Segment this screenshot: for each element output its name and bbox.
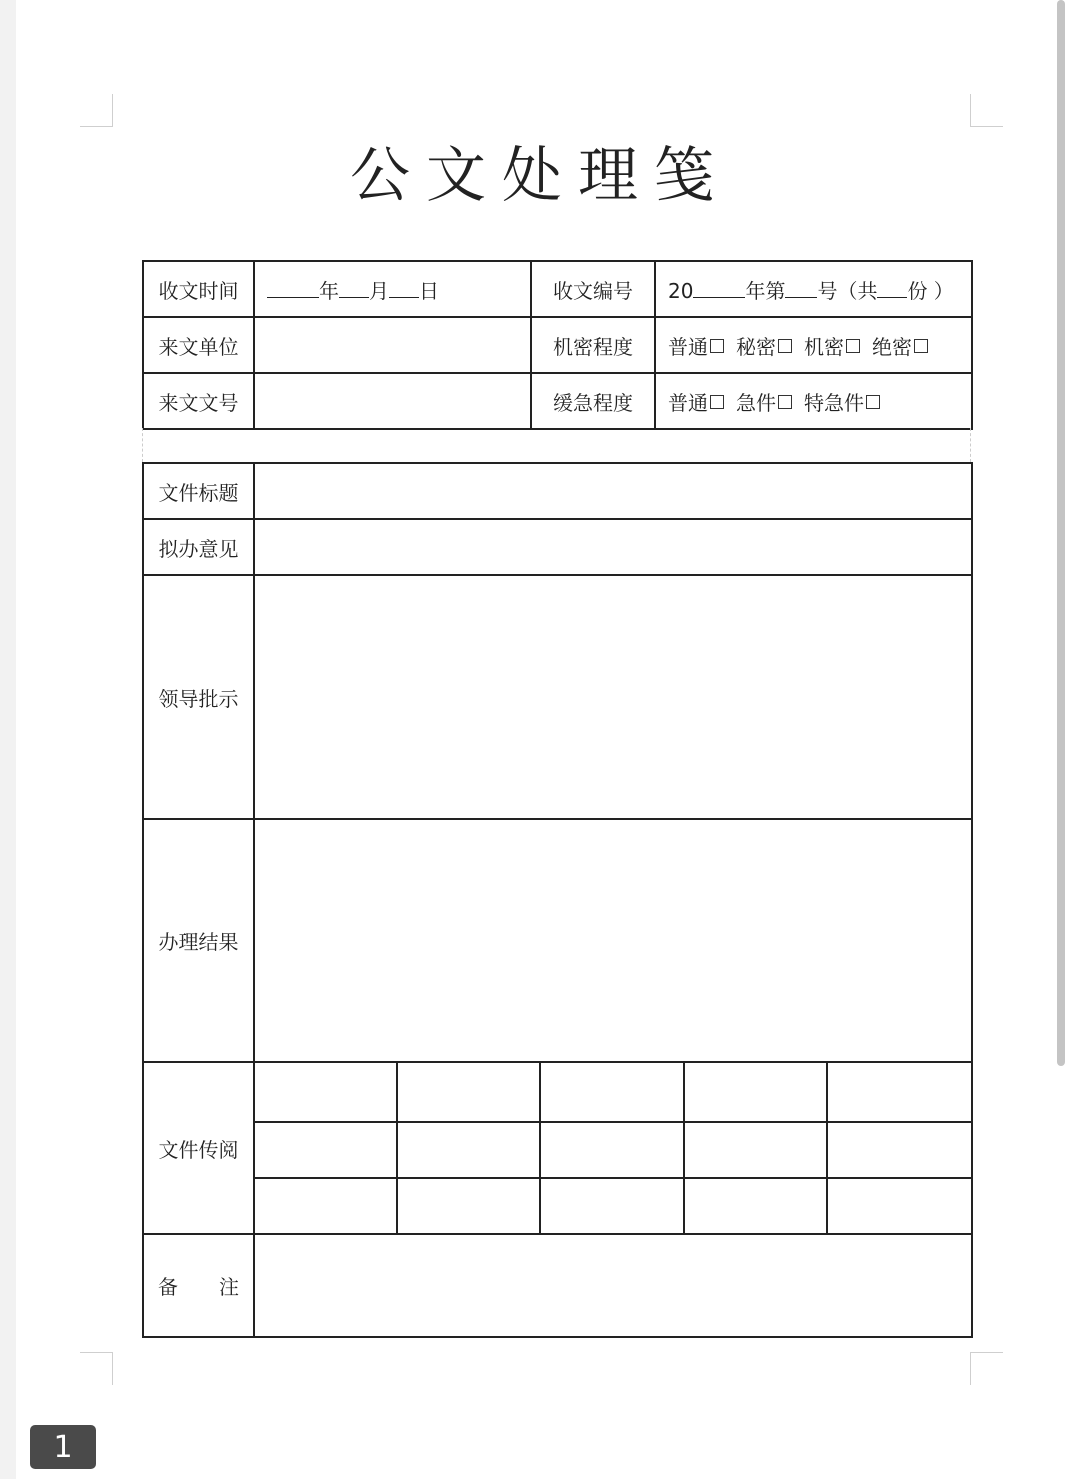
option-label: 秘密 bbox=[736, 334, 776, 359]
option-label: 急件 bbox=[736, 390, 776, 415]
month-text: 月 bbox=[369, 278, 389, 303]
leader-instruction-field[interactable] bbox=[254, 575, 972, 819]
option-label: 机密 bbox=[804, 334, 844, 359]
receive-number-label: 收文编号 bbox=[531, 261, 655, 317]
result-field[interactable] bbox=[254, 819, 972, 1062]
year-blank[interactable] bbox=[267, 277, 319, 298]
month-blank[interactable] bbox=[339, 277, 369, 298]
checkbox-top-secret[interactable] bbox=[914, 339, 928, 353]
margin-corner-bottom-right bbox=[970, 1352, 1003, 1385]
processing-table bbox=[142, 462, 973, 1338]
number-year-text: 年第 bbox=[745, 278, 786, 303]
sender-doc-number-field[interactable] bbox=[254, 373, 531, 429]
table-row bbox=[143, 819, 972, 1062]
checkbox-normal[interactable] bbox=[710, 395, 724, 409]
checkbox-urgent[interactable] bbox=[778, 395, 792, 409]
table-row bbox=[143, 519, 972, 575]
circulation-cell[interactable] bbox=[397, 1178, 540, 1234]
checkbox-very-urgent[interactable] bbox=[866, 395, 880, 409]
remark-char-1: 备 bbox=[158, 1275, 178, 1299]
leader-instruction-label: 领导批示 bbox=[143, 575, 254, 819]
circulation-cell[interactable] bbox=[397, 1062, 540, 1122]
table-row bbox=[143, 575, 972, 819]
option-label: 特急件 bbox=[804, 390, 864, 415]
circulation-cell[interactable] bbox=[397, 1122, 540, 1178]
option-label: 普通 bbox=[668, 390, 708, 415]
circulation-cell[interactable] bbox=[684, 1178, 827, 1234]
circulation-cell[interactable] bbox=[827, 1178, 972, 1234]
remark-label bbox=[143, 1234, 254, 1337]
secrecy-level-label: 机密程度 bbox=[531, 317, 655, 373]
table-gap bbox=[142, 428, 971, 462]
proposal-label: 拟办意见 bbox=[143, 519, 254, 575]
margin-corner-bottom-left bbox=[80, 1352, 113, 1385]
day-text: 日 bbox=[419, 278, 439, 303]
year-text: 年 bbox=[319, 278, 339, 303]
table-row bbox=[143, 373, 972, 429]
circulation-cell[interactable] bbox=[827, 1122, 972, 1178]
remark-field[interactable] bbox=[254, 1234, 972, 1337]
sender-unit-label: 来文单位 bbox=[143, 317, 254, 373]
circulation-cell[interactable] bbox=[827, 1062, 972, 1122]
remark-char-2: 注 bbox=[219, 1275, 239, 1299]
circulation-cell[interactable] bbox=[540, 1122, 684, 1178]
copies-blank[interactable] bbox=[877, 277, 907, 298]
margin-corner-top-left bbox=[80, 94, 113, 127]
circulation-label: 文件传阅 bbox=[143, 1062, 254, 1234]
document-title: 公文处理笺 bbox=[350, 141, 730, 211]
circulation-cell[interactable] bbox=[540, 1178, 684, 1234]
sender-unit-field[interactable] bbox=[254, 317, 531, 373]
file-title-label: 文件标题 bbox=[143, 463, 254, 519]
urgency-level-options bbox=[655, 373, 972, 429]
number-text: 号（共 bbox=[817, 278, 878, 303]
receive-time-label: 收文时间 bbox=[143, 261, 254, 317]
option-label: 普通 bbox=[668, 334, 708, 359]
receive-number-field[interactable] bbox=[655, 261, 972, 317]
checkbox-confidential[interactable] bbox=[846, 339, 860, 353]
circulation-cell[interactable] bbox=[254, 1122, 397, 1178]
sender-doc-number-label: 来文文号 bbox=[143, 373, 254, 429]
urgency-level-label: 缓急程度 bbox=[531, 373, 655, 429]
circulation-cell[interactable] bbox=[540, 1062, 684, 1122]
checkbox-secret[interactable] bbox=[778, 339, 792, 353]
proposal-field[interactable] bbox=[254, 519, 972, 575]
number-blank[interactable] bbox=[785, 277, 817, 298]
circulation-cell[interactable] bbox=[254, 1062, 397, 1122]
table-row bbox=[143, 1122, 972, 1178]
table-row bbox=[143, 261, 972, 317]
file-title-field[interactable] bbox=[254, 463, 972, 519]
number-prefix: 20 bbox=[668, 278, 694, 303]
checkbox-normal[interactable] bbox=[710, 339, 724, 353]
number-year-blank[interactable] bbox=[693, 277, 745, 298]
receive-time-field[interactable] bbox=[254, 261, 531, 317]
option-label: 绝密 bbox=[872, 334, 912, 359]
table-row bbox=[143, 1062, 972, 1122]
circulation-cell[interactable] bbox=[684, 1062, 827, 1122]
table-row bbox=[143, 1234, 972, 1337]
copies-text: 份 ） bbox=[907, 278, 954, 303]
info-table bbox=[142, 260, 973, 430]
table-row bbox=[143, 463, 972, 519]
margin-corner-top-right bbox=[970, 94, 1003, 127]
circulation-cell[interactable] bbox=[254, 1178, 397, 1234]
page-number-badge[interactable]: 1 bbox=[30, 1425, 96, 1469]
table-row bbox=[143, 1178, 972, 1234]
day-blank[interactable] bbox=[389, 277, 419, 298]
circulation-cell[interactable] bbox=[684, 1122, 827, 1178]
result-label: 办理结果 bbox=[143, 819, 254, 1062]
secrecy-level-options bbox=[655, 317, 972, 373]
table-row bbox=[143, 317, 972, 373]
